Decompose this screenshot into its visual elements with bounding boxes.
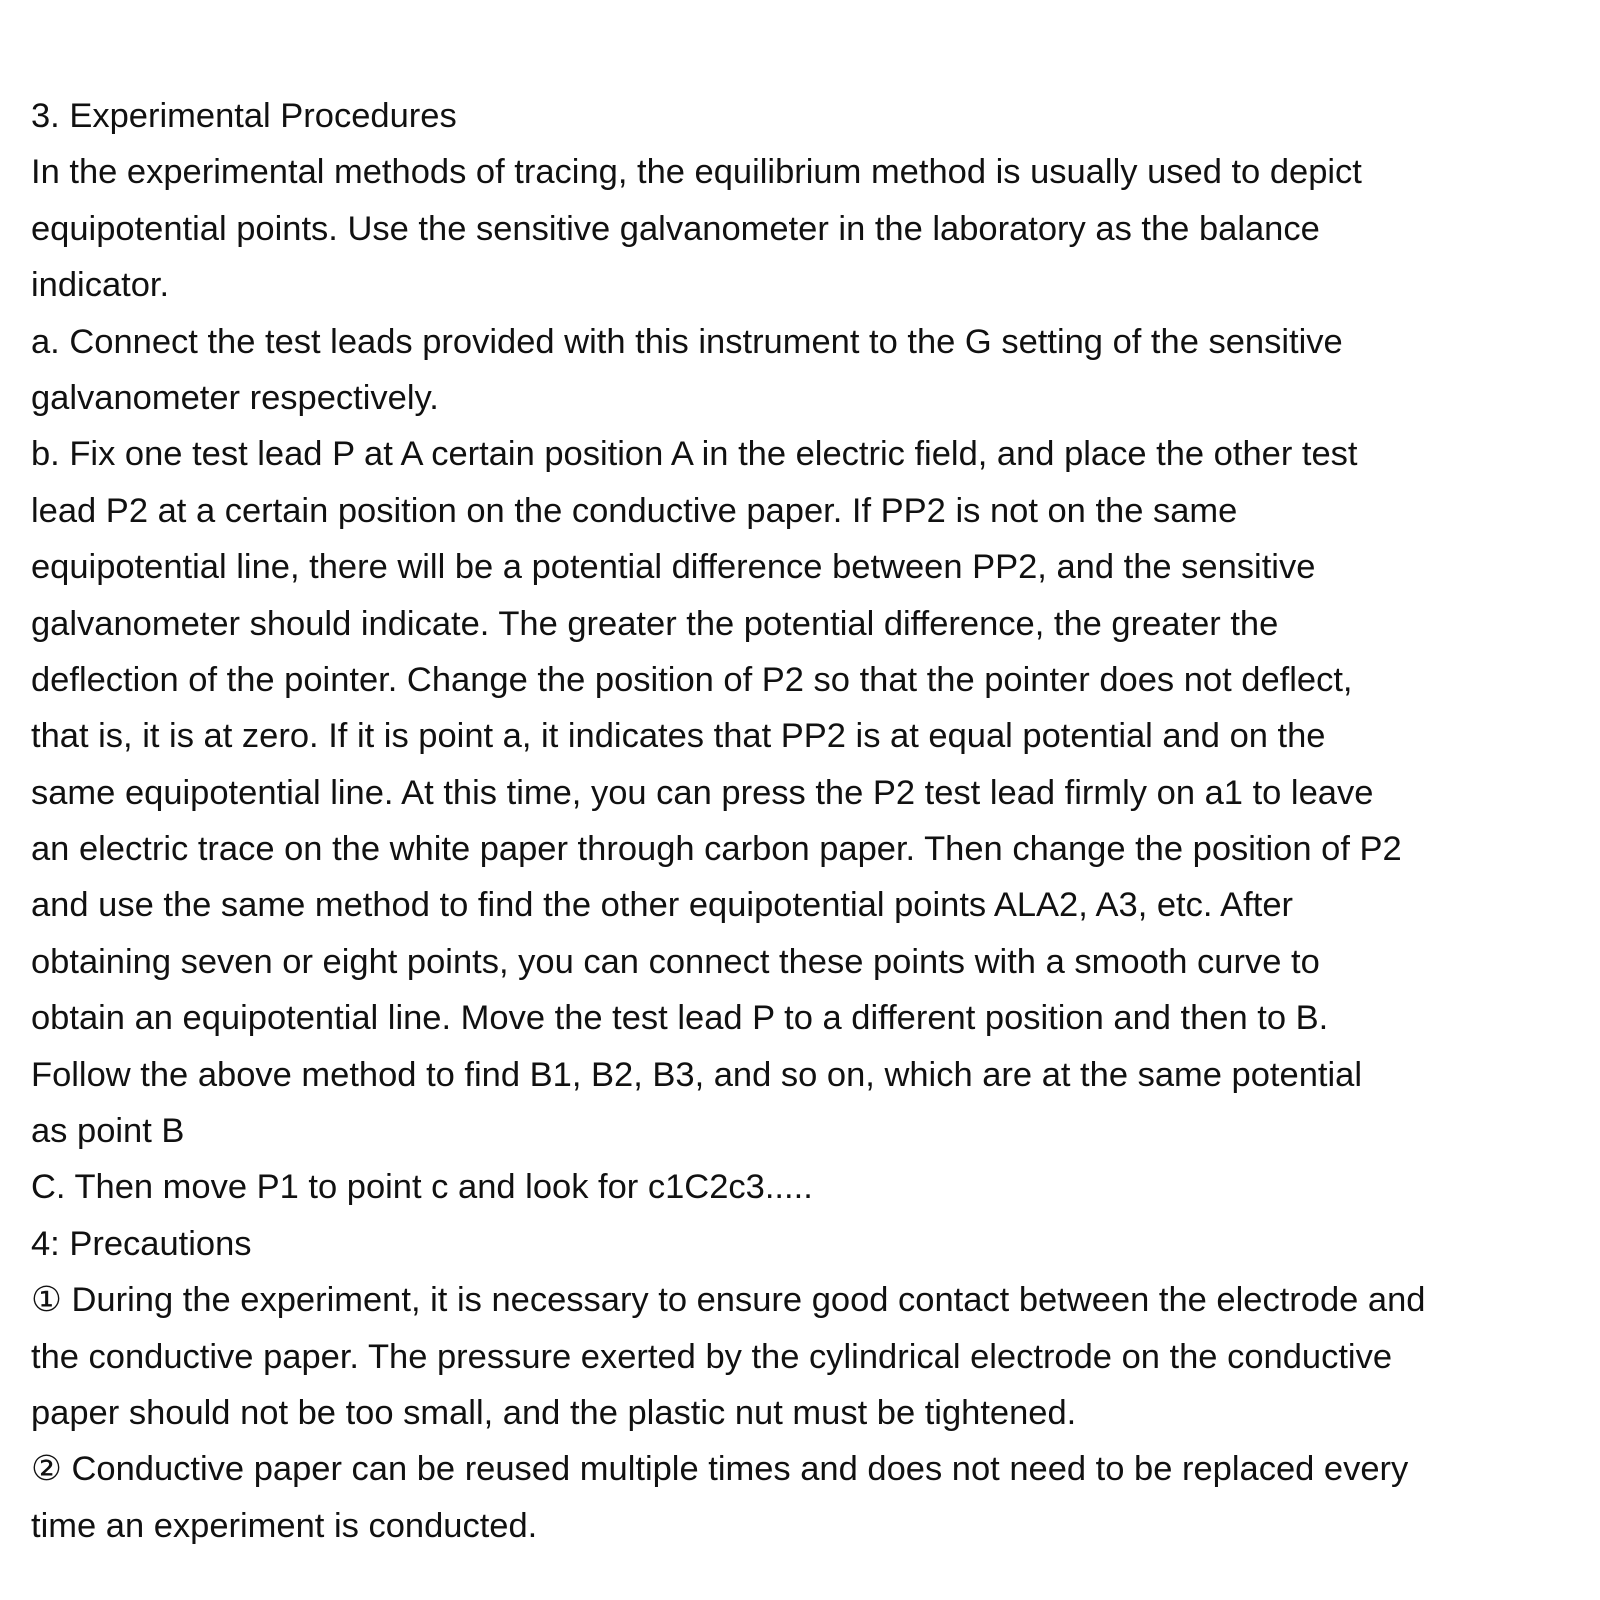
text-line: time an experiment is conducted. xyxy=(31,1506,538,1545)
precaution-1-line: ① During the experiment, it is necessary to ensure good contact between the electrode and xyxy=(31,1281,1426,1320)
step-a-line: a. Connect the test leads provided with this instrument to the G setting of the sensitive xyxy=(31,322,1343,361)
text-line: obtaining seven or eight points, you can connect these points with a smooth curve to xyxy=(31,942,1320,981)
text-line: as point B xyxy=(31,1112,185,1151)
section-heading-precautions: 4: Precautions xyxy=(31,1224,252,1263)
text-line: Follow the above method to find B1, B2, B3, and so on, which are at the same potential xyxy=(31,1055,1362,1094)
text-line: galvanometer should indicate. The greater the potential difference, the greater the xyxy=(31,604,1279,643)
text-line: and use the same method to find the other equipotential points ALA2, A3, etc. After xyxy=(31,886,1294,925)
text-line: same equipotential line. At this time, you can press the P2 test lead firmly on a1 to leave xyxy=(31,773,1374,812)
text-line: In the experimental methods of tracing, the equilibrium method is usually used to depict xyxy=(31,153,1362,192)
text-line: obtain an equipotential line. Move the test lead P to a different position and then to B. xyxy=(31,999,1329,1038)
document-body xyxy=(31,88,1591,1554)
text-line: galvanometer respectively. xyxy=(31,378,439,417)
text-line: lead P2 at a certain position on the conductive paper. If PP2 is not on the same xyxy=(31,491,1238,530)
section-heading-procedures: 3. Experimental Procedures xyxy=(31,97,457,135)
text-line: deflection of the pointer. Change the position of P2 so that the pointer does not deflect, xyxy=(31,660,1353,699)
text-line: indicator. xyxy=(31,266,170,305)
step-c-line: C. Then move P1 to point c and look for c1C2c3..... xyxy=(31,1168,813,1207)
text-line: equipotential line, there will be a potential difference between PP2, and the sensitive xyxy=(31,548,1316,587)
precaution-2-line: ② Conductive paper can be reused multiple times and does not need to be replaced every xyxy=(31,1450,1409,1489)
text-line: an electric trace on the white paper through carbon paper. Then change the position of P2 xyxy=(31,830,1402,869)
text-line: paper should not be too small, and the plastic nut must be tightened. xyxy=(31,1393,1077,1432)
text-line: that is, it is at zero. If it is point a, it indicates that PP2 is at equal potential and on the xyxy=(31,717,1326,756)
text-line: equipotential points. Use the sensitive galvanometer in the laboratory as the balance xyxy=(31,209,1320,248)
step-b-line: b. Fix one test lead P at A certain position A in the electric field, and place the other test xyxy=(31,435,1358,474)
text-line: the conductive paper. The pressure exerted by the cylindrical electrode on the conductive xyxy=(31,1337,1393,1376)
